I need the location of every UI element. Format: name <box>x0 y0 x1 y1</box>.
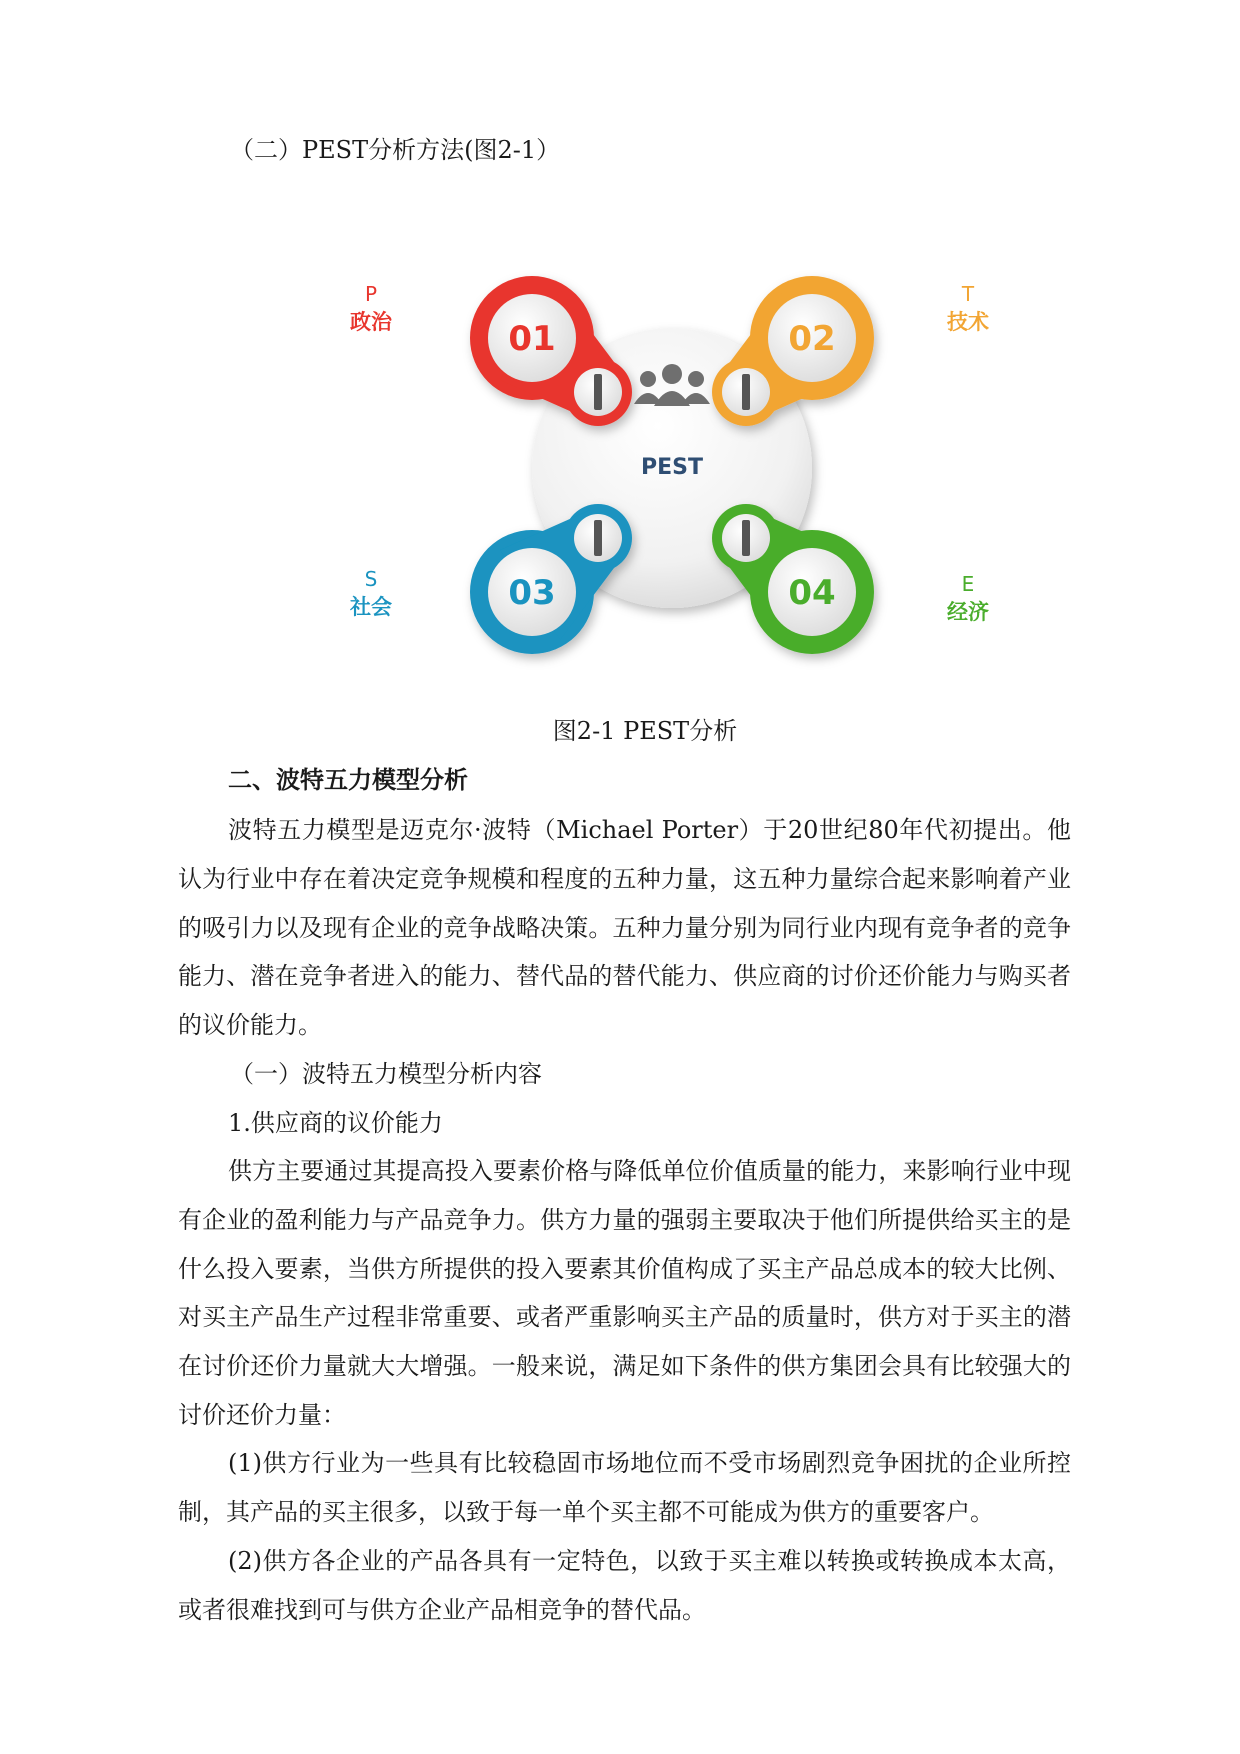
paragraph-condition-2: (2)供方各企业的产品各具有一定特色，以致于买主难以转换或转换成本太高，或者很难找到可与供方企业产品相竞争的替代品。 <box>178 1547 1071 1624</box>
pest-label-political-word: 政治 <box>350 310 392 334</box>
pest-label-political-letter: P <box>364 282 378 306</box>
pest-label-political <box>331 281 411 337</box>
pest-label-social-letter: S <box>364 567 378 591</box>
pest-label-economic-word: 经济 <box>947 600 989 624</box>
sub-heading-porter-content: （一）波特五力模型分析内容 <box>230 1060 542 1088</box>
paragraph-porter-intro: 波特五力模型是迈克尔·波特（Michael Porter）于20世纪80年代初提出。他认为行业中存在着决定竞争规模和程度的五种力量，这五种力量综合起来影响着产业的吸引力以及现有企业的竞争战略决策。五种力量分别为同行业内现有竞争者的竞争能力、潜在竞争者进入的能力、替代品的替代能力、供应商的讨价还价能力与购买者的议价能力。 <box>178 816 1071 1040</box>
paragraph-supplier: 供方主要通过其提高投入要素价格与降低单位价值质量的能力，来影响行业中现有企业的盈利能力与产品竞争力。供方力量的强弱主要取决于他们所提供给买主的是什么投入要素，当供方所提供的投入要素其价值构成了买主产品总成本的较大比例、对买主产品生产过程非常重要、或者严重影响买主产品的质量时，供方对于买主的潜在讨价还价力量就大大增强。一般来说，满足如下条件的供方集团会具有比较强大的讨价还价力量： <box>178 1157 1071 1429</box>
pest-label-technology <box>928 281 1008 337</box>
pest-label-economic-letter: E <box>961 572 975 596</box>
heading-porter-five-forces: 二、波特五力模型分析 <box>228 766 468 794</box>
item-supplier-title: 1.供应商的议价能力 <box>228 1109 443 1137</box>
pest-label-social-word: 社会 <box>350 595 392 619</box>
pest-label-economic <box>928 571 1008 627</box>
pest-node-04-number: 04 <box>788 573 836 613</box>
section-heading-pest: （二）PEST分析方法(图2-1） <box>230 136 561 164</box>
pest-diagram <box>0 0 1240 700</box>
pest-node-03-number: 03 <box>508 573 556 613</box>
paragraph-condition-1: (1)供方行业为一些具有比较稳固市场地位而不受市场剧烈竞争困扰的企业所控制，其产品的买主很多，以致于每一单个买主都不可能成为供方的重要客户。 <box>178 1449 1071 1526</box>
pest-label-technology-letter: T <box>961 282 975 306</box>
pest-label-social <box>331 566 411 622</box>
pest-center-label: PEST <box>640 455 704 480</box>
pest-label-technology-word: 技术 <box>947 310 989 334</box>
pest-node-02-number: 02 <box>788 319 836 359</box>
figure-caption: 图2-1 PEST分析 <box>552 717 738 745</box>
pest-node-01-number: 01 <box>508 319 556 359</box>
